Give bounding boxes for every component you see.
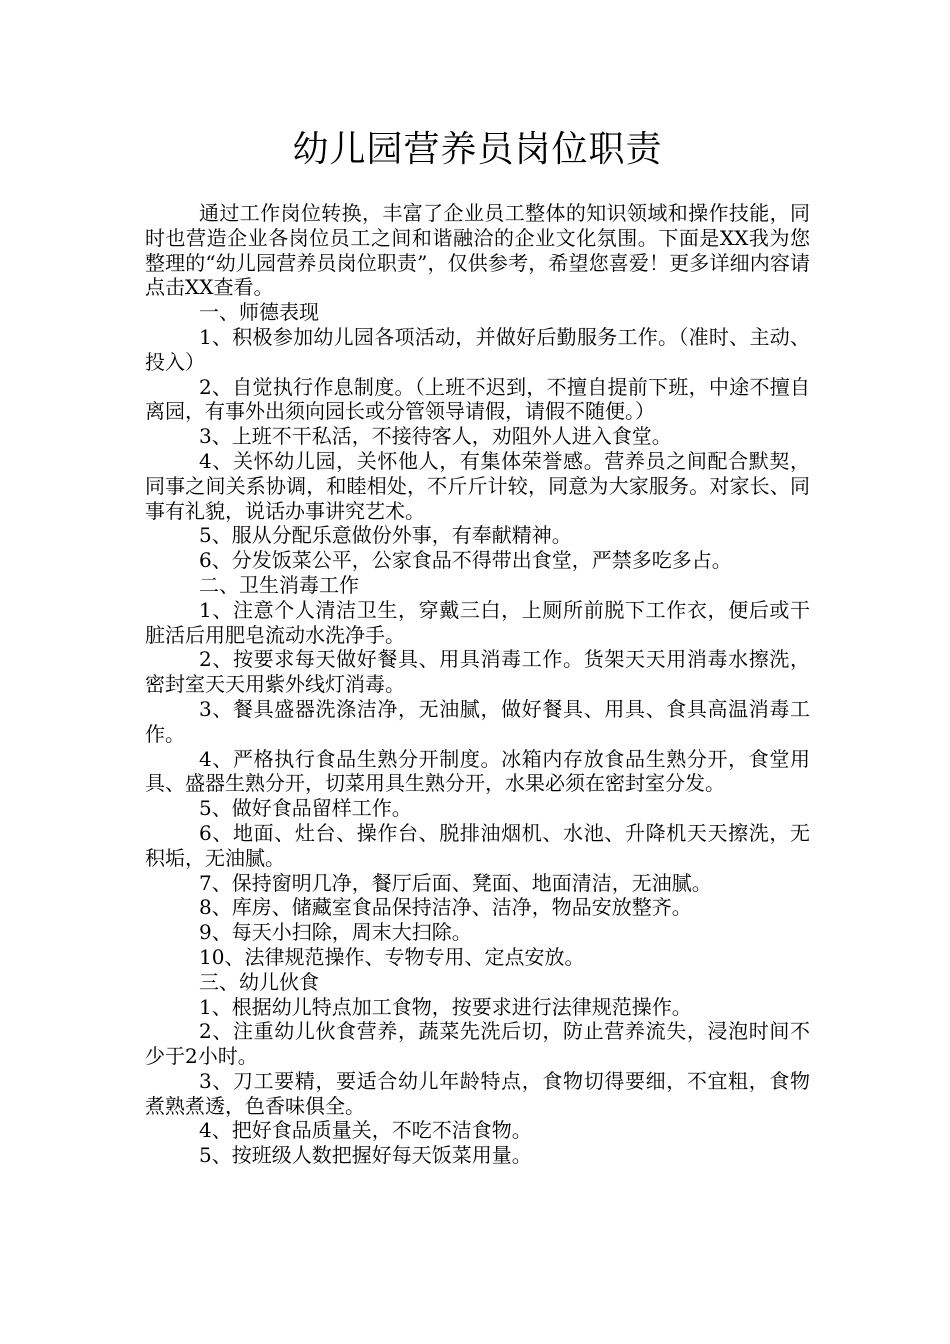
list-item: 5、做好食品留样工作。 [199,796,412,821]
list-item: 4、关怀幼儿园，关怀他人，有集体荣誉感。营养员之间配合默契，同事之间关系协调，和睦相处，不斤斤计较，同意为大家服务。对家长、同事有礼貌，说话办事讲究艺术。 [145,448,810,523]
list-item: 2、按要求每天做好餐具、用具消毒工作。货架天天用消毒水擦洗，密封室天天用紫外线灯消毒。 [145,647,810,697]
list-item: 2、注重幼儿伙食营养，蔬菜先洗后切，防止营养流失，浸泡时间不少于2小时。 [145,1019,810,1069]
list-item: 1、根据幼儿特点加工食物，按要求进行法律规范操作。 [199,994,692,1019]
list-item: 3、刀工要精，要适合幼儿年龄特点，食物切得要细，不宜粗，食物煮熟煮透，色香味俱全。 [145,1068,810,1118]
list-item: 6、地面、灶台、操作台、脱排油烟机、水池、升降机天天擦洗，无积垢，无油腻。 [145,820,810,870]
document-page [145,125,810,1168]
list-item: 5、按班级人数把握好每天饭菜用量。 [199,1143,532,1168]
list-item: 4、严格执行食品生熟分开制度。冰箱内存放食品生熟分开，食堂用具、盛器生熟分开，切菜用具生熟分开，水果必须在密封室分发。 [145,746,810,796]
list-item: 7、保持窗明几净，餐厅后面、凳面、地面清洁，无油腻。 [199,870,712,895]
list-item: 1、积极参加幼儿园各项活动，并做好后勤服务工作。（准时、主动、投入） [145,324,810,374]
list-item: 1、注意个人清洁卫生，穿戴三白，上厕所前脱下工作衣，便后或干脏活后用肥皂流动水洗净手。 [145,597,810,647]
list-item: 3、餐具盛器洗涤洁净，无油腻，做好餐具、用具、食具高温消毒工作。 [145,696,810,746]
document-title: 幼儿园营养员岗位职责 [292,129,663,170]
list-item: 5、服从分配乐意做份外事，有奉献精神。 [199,523,572,548]
list-item: 8、库房、储藏室食品保持洁净、洁净，物品安放整齐。 [199,895,692,920]
intro-paragraph: 通过工作岗位转换，丰富了企业员工整体的知识领域和操作技能，同时也营造企业各岗位员工之间和谐融洽的企业文化氛围。下面是XX我为您整理的“幼儿园营养员岗位职责”，仅供参考，希望您喜爱！更多详细内容请点击XX查看。 [145,201,810,300]
list-item: 4、把好食品质量关，不吃不洁食物。 [199,1118,532,1143]
section-heading-hygiene: 二、卫生消毒工作 [199,572,359,597]
section-heading-ethics: 一、师德表现 [199,300,319,325]
list-item: 10、法律规范操作、专物专用、定点安放。 [199,944,585,969]
list-item: 3、上班不干私活，不接待客人，劝阻外人进入食堂。 [199,424,672,449]
list-item: 6、分发饭菜公平，公家食品不得带出食堂，严禁多吃多占。 [199,548,732,573]
section-heading-meals: 三、幼儿伙食 [199,969,319,994]
list-item: 2、自觉执行作息制度。（上班不迟到，不擅自提前下班，中途不擅自离园，有事外出须向园长或分管领导请假，请假不随便。） [145,374,810,424]
list-item: 9、每天小扫除，周末大扫除。 [199,920,472,945]
document-body [145,201,810,1168]
